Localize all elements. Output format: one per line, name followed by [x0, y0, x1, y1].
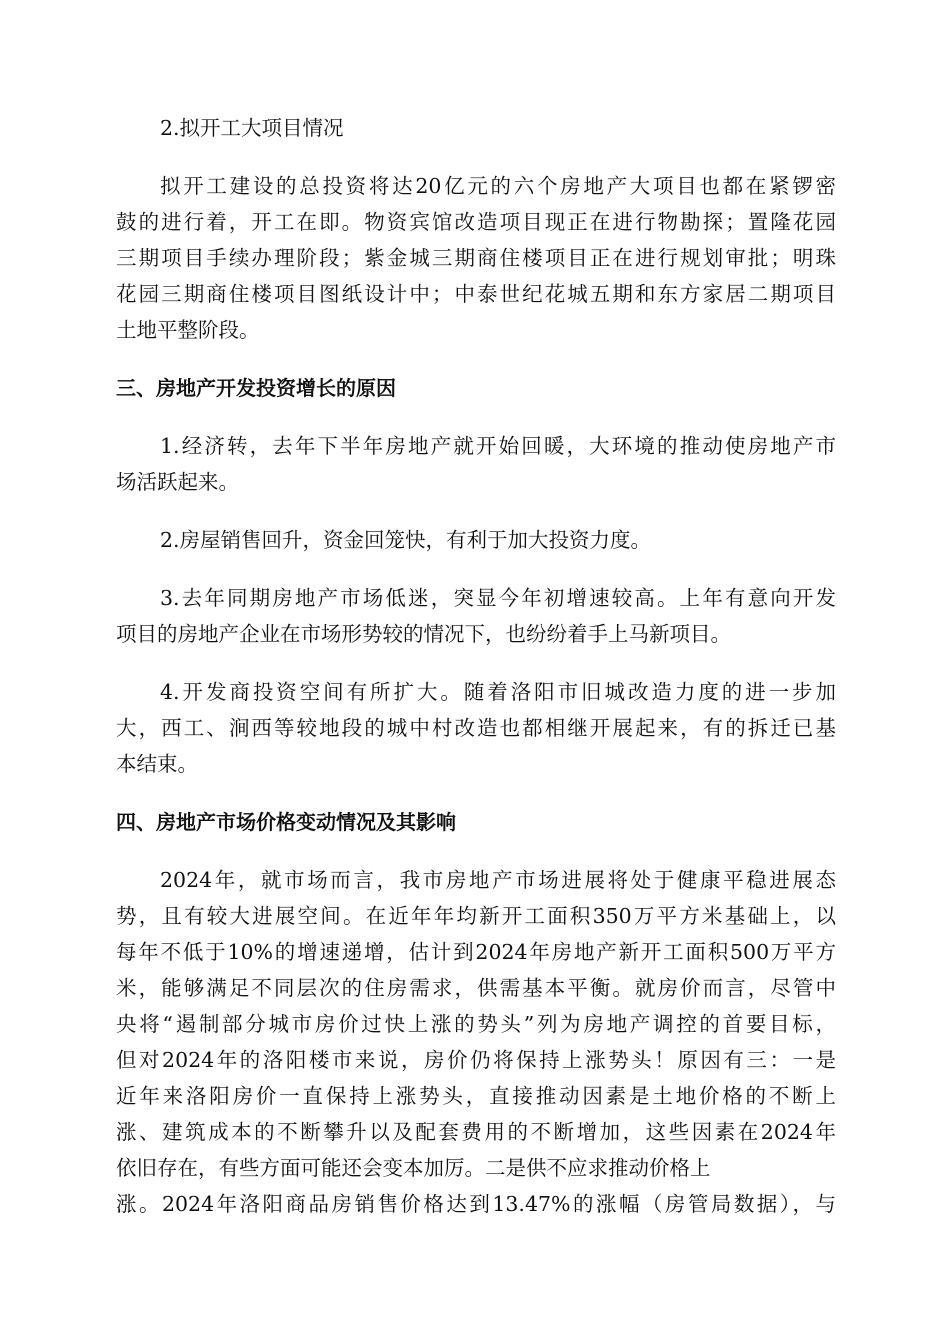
paragraph-line: 鼓的进行着，开工在即。物资宾馆改造项目现正在进行物勘探；置隆花园: [116, 210, 836, 234]
section-heading: 三、房地产开发投资增长的原因: [116, 376, 396, 400]
paragraph-line: 3.去年同期房地产市场低迷，突显今年初增速较高。上年有意向开发: [160, 586, 836, 610]
paragraph-line: 项目的房地产企业在市场形势较的情况下，也纷纷着手上马新项目。: [116, 622, 731, 646]
paragraph-line: 依旧存在，有些方面可能还会变本加厉。二是供不应求推动价格上: [116, 1156, 711, 1180]
paragraph-line: 2024年，就市场而言，我市房地产市场进展将处于健康平稳进展态: [160, 868, 836, 892]
paragraph-line: 每年不低于10%的增速递增，估计到2024年房地产新开工面积500万平方: [116, 940, 836, 964]
paragraph-line: 近年来洛阳房价一直保持上涨势头，直接推动因素是土地价格的不断上: [116, 1084, 836, 1108]
section-heading: 四、房地产市场价格变动情况及其影响: [116, 810, 456, 834]
paragraph-line: 涨、建筑成本的不断攀升以及配套费用的不断增加，这些因素在2024年: [116, 1120, 836, 1144]
paragraph-price-outlook: [116, 862, 836, 1222]
paragraph-line: 但对2024年的洛阳楼市来说，房价仍将保持上涨势头！原因有三：一是: [116, 1048, 836, 1072]
paragraph-line: 本结束。: [116, 752, 198, 776]
subsection-title: 2.拟开工大项目情况: [160, 116, 344, 140]
paragraph-reason-2: 2.房屋销售回升，资金回笼快，有利于加大投资力度。: [160, 528, 652, 552]
paragraph-line: 4.开发商投资空间有所扩大。随着洛阳市旧城改造力度的进一步加: [160, 680, 836, 704]
paragraph-planned-projects: [116, 168, 836, 348]
paragraph-line: 土地平整阶段。: [116, 318, 260, 342]
paragraph-line: 大，西工、涧西等较地段的城中村改造也都相继开展起来，有的拆迁已基: [116, 716, 836, 740]
paragraph-line: 央将“遏制部分城市房价过快上涨的势头”列为房地产调控的首要目标，: [116, 1012, 836, 1036]
paragraph-reason-4: [116, 674, 836, 782]
paragraph-line: 拟开工建设的总投资将达20亿元的六个房地产大项目也都在紧锣密: [160, 174, 836, 198]
paragraph-line: 1.经济转，去年下半年房地产就开始回暖，大环境的推动使房地产市: [160, 434, 836, 458]
paragraph-line: 势，且有较大进展空间。在近年年均新开工面积350万平方米基础上，以: [116, 904, 836, 928]
paragraph-line: 三期项目手续办理阶段；紫金城三期商住楼项目正在进行规划审批；明珠: [116, 246, 836, 270]
paragraph-reason-1: [116, 428, 836, 500]
paragraph-line: 场活跃起来。: [116, 470, 239, 494]
paragraph-reason-3: [116, 580, 836, 652]
paragraph-line: 花园三期商住楼项目图纸设计中；中泰世纪花城五期和东方家居二期项目: [116, 282, 836, 306]
paragraph-line: 涨。2024年洛阳商品房销售价格达到13.47%的涨幅（房管局数据），与: [116, 1192, 836, 1216]
document-page: [116, 110, 836, 1222]
paragraph-line: 米，能够满足不同层次的住房需求，供需基本平衡。就房价而言，尽管中: [116, 976, 836, 1000]
